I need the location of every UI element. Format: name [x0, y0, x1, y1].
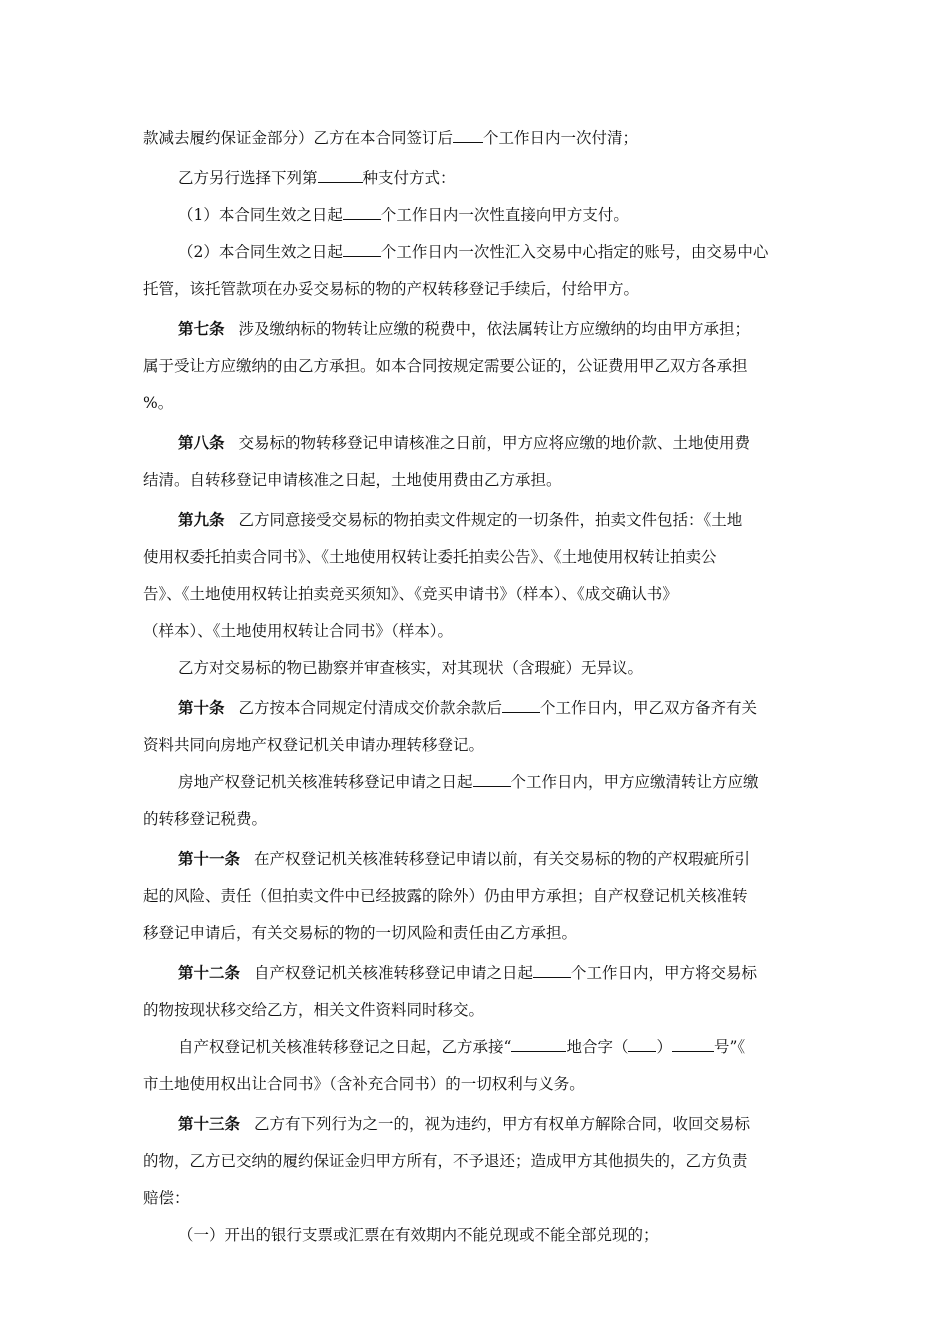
text-run: 自产权登记机关核准转移登记之日起，乙方承接“: [178, 1038, 512, 1056]
contract-body: [143, 122, 808, 1251]
text-run: 个工作日内一次性汇入交易中心指定的账号，由交易中心: [380, 243, 769, 261]
article-9-line-4: （样本）、《土地使用权转让合同书》（样本）。: [143, 622, 454, 640]
payment-option-2: [143, 236, 808, 268]
article-10-line-4: 的转移登记税费。: [143, 810, 268, 828]
article-10-line-2: 资料共同向房地产权登记机关申请办理转移登记。: [143, 736, 485, 754]
article-10-line-1: [143, 692, 808, 724]
text-run: 乙方有下列行为之一的，视为违约，甲方有权单方解除合同，收回交易标: [254, 1115, 751, 1133]
text-run: 个工作日内，甲方应缴清转让方应缴: [510, 773, 759, 791]
text-run: 自产权登记机关核准转移登记申请之日起: [254, 964, 534, 982]
article-9-line-5: 乙方对交易标的物已勘察并审查核实，对其现状（含瑕疵）无异议。: [178, 659, 644, 677]
article-9-line-2: 使用权委托拍卖合同书》、《土地使用权转让委托拍卖公告》、《土地使用权转让拍卖公: [143, 548, 717, 566]
article-7-line-2: 属于受让方应缴纳的由乙方承担。如本合同按规定需要公证的，公证费用甲乙双方各承担: [143, 357, 748, 375]
blank-field: [318, 164, 363, 183]
payment-choice-line: [143, 162, 808, 194]
blank-field: [511, 1033, 566, 1052]
article-13-line-2: 的物，乙方已交纳的履约保证金归甲方所有，不予退还；造成甲方其他损失的，乙方负责: [143, 1152, 748, 1170]
payment-option-2-cont: 托管，该托管款项在办妥交易标的物的产权转移登记手续后，付给甲方。: [143, 280, 640, 298]
article-11-line-2: 起的风险、责任（但拍卖文件中已经披露的除外）仍由甲方承担；自产权登记机关核准转: [143, 887, 748, 905]
text-run: 交易标的物转移登记申请核准之日前，甲方应将应缴的地价款、土地使用费: [238, 434, 751, 452]
blank-field: [343, 201, 381, 220]
text-run: 个工作日内一次付清；: [483, 129, 639, 147]
blank-field: [343, 238, 381, 257]
text-run: 涉及缴纳标的物转让应缴的税费中，依法属转让方应缴纳的均由甲方承担；: [238, 320, 751, 338]
article-13-line-1: [143, 1108, 808, 1140]
blank-field: [473, 768, 511, 787]
text-run: 种支付方式：: [362, 169, 456, 187]
article-7-line-1: [143, 313, 808, 345]
article-13-item-1: （一）开出的银行支票或汇票在有效期内不能兑现或不能全部兑现的；: [178, 1226, 659, 1244]
article-7-line-3: %。: [143, 394, 174, 412]
article-12-line-1: [143, 957, 808, 989]
text-run: 乙方另行选择下列第: [178, 169, 318, 187]
article-12-heading: 第十二条: [178, 963, 241, 982]
text-run: 在产权登记机关核准转移登记申请以前，有关交易标的物的产权瑕疵所引: [254, 850, 751, 868]
text-run: 个工作日内，甲乙双方备齐有关: [540, 699, 758, 717]
article-11-heading: 第十一条: [178, 849, 241, 868]
payment-clause-line: [143, 122, 808, 154]
blank-field: [628, 1033, 656, 1052]
text-run: （2）本合同生效之日起: [178, 243, 343, 261]
article-9-heading: 第九条: [178, 510, 225, 529]
text-run: 个工作日内一次性直接向甲方支付。: [380, 206, 629, 224]
blank-field: [672, 1033, 714, 1052]
blank-field: [502, 694, 540, 713]
blank-field: [533, 959, 571, 978]
article-12-line-3: [143, 1031, 808, 1063]
article-13-line-3: 赔偿：: [143, 1189, 190, 1207]
text-run: 个工作日内，甲方将交易标: [571, 964, 758, 982]
text-run: （1）本合同生效之日起: [178, 206, 343, 224]
article-10-line-3: [143, 766, 808, 798]
article-7-heading: 第七条: [178, 319, 225, 338]
article-13-heading: 第十三条: [178, 1114, 241, 1133]
text-run: 乙方同意接受交易标的物拍卖文件规定的一切条件，拍卖文件包括：《土地: [238, 511, 743, 529]
text-run: 款减去履约保证金部分）乙方在本合同签订后: [143, 129, 454, 147]
article-12-line-2: 的物按现状移交给乙方，相关文件资料同时移交。: [143, 1001, 485, 1019]
text-run: 房地产权登记机关核准转移登记申请之日起: [178, 773, 473, 791]
article-11-line-3: 移登记申请后，有关交易标的物的一切风险和责任由乙方承担。: [143, 924, 578, 942]
text-run: ）: [656, 1038, 672, 1056]
text-run: 地合字（: [566, 1038, 629, 1056]
article-10-heading: 第十条: [178, 698, 225, 717]
article-8-line-2: 结清。自转移登记申请核准之日起，土地使用费由乙方承担。: [143, 471, 562, 489]
article-9-line-1: [143, 504, 808, 536]
article-8-heading: 第八条: [178, 433, 225, 452]
payment-option-1: [143, 199, 808, 231]
text-run: 乙方按本合同规定付清成交价款余款后: [238, 699, 503, 717]
article-12-line-4: 市土地使用权出让合同书》（含补充合同书）的一切权利与义务。: [143, 1075, 585, 1093]
text-run: 号”《: [713, 1038, 746, 1056]
article-11-line-1: [143, 843, 808, 875]
article-8-line-1: [143, 427, 808, 459]
blank-field: [453, 124, 483, 143]
article-9-line-3: 告》、《土地使用权转让拍卖竞买须知》、《竞买申请书》（样本）、《成交确认书》: [143, 585, 678, 603]
